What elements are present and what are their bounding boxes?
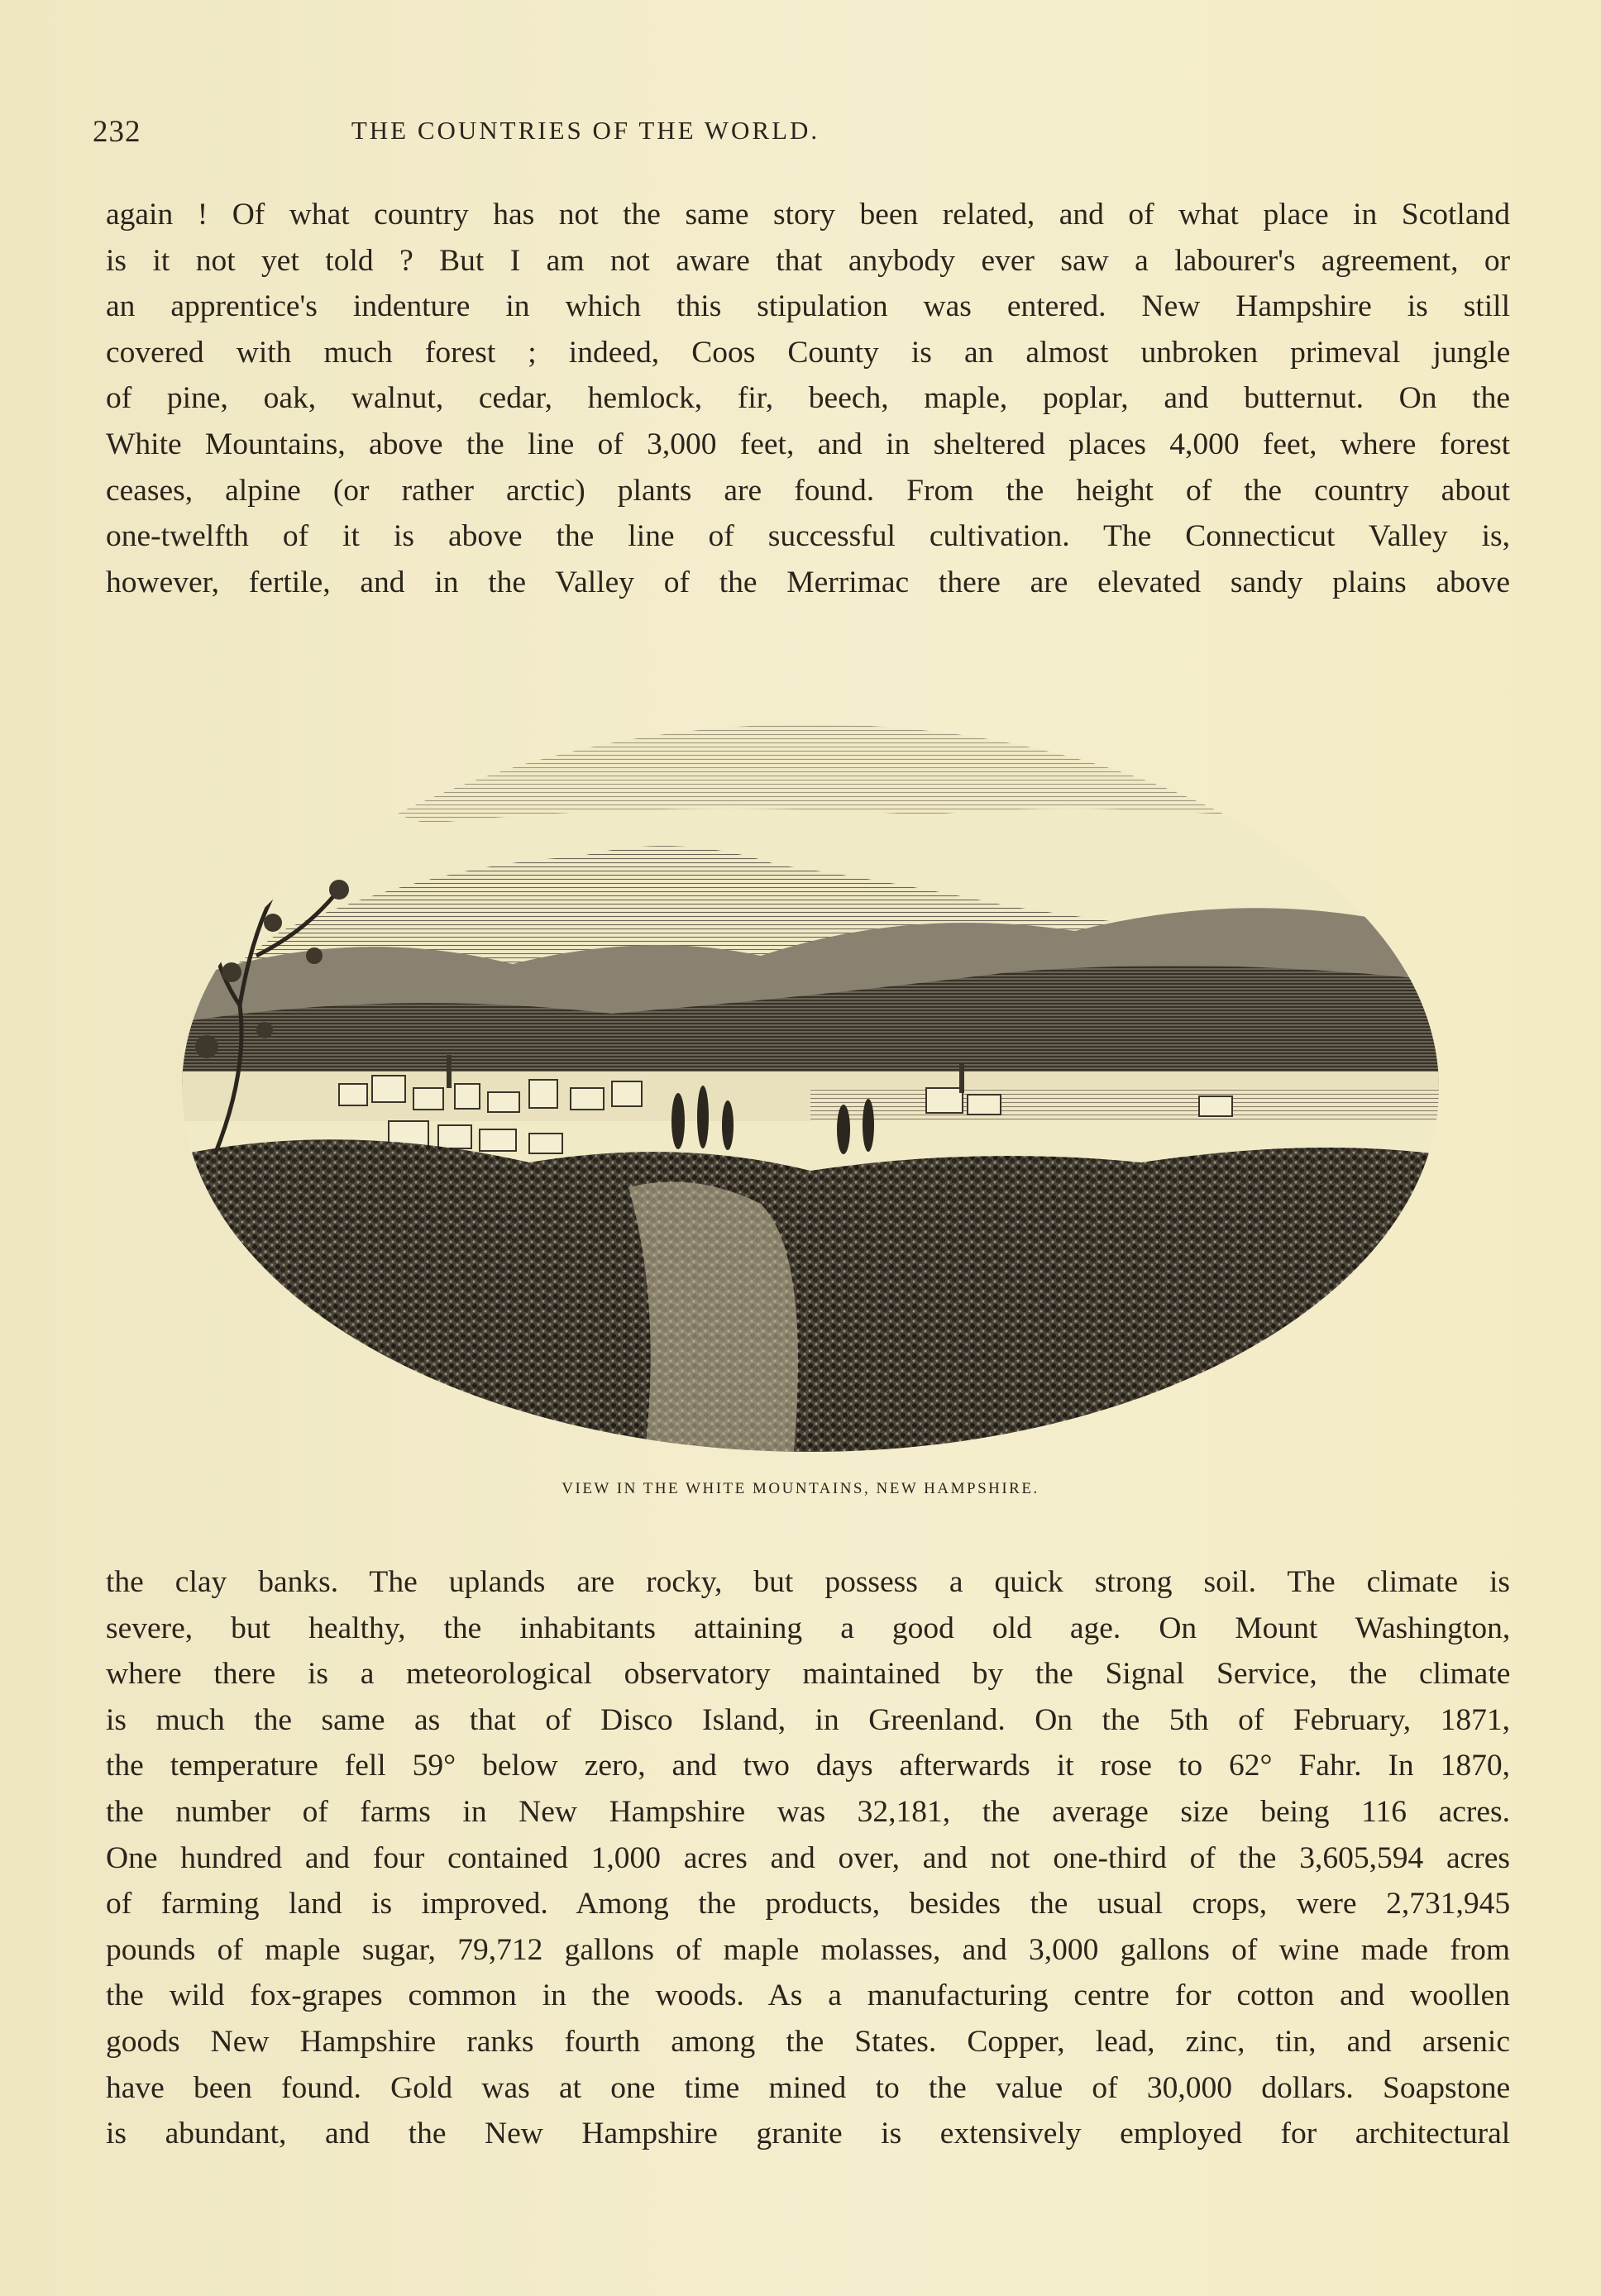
text-line: again ! Of what country has not the same story been related, and of what place in Scotland <box>106 198 1510 232</box>
figure-caption: VIEW IN THE WHITE MOUNTAINS, NEW HAMPSHIRE. <box>562 1480 1039 1497</box>
text-line: an apprentice's indenture in which this stipulation was entered. New Hampshire is still <box>106 289 1510 324</box>
text-line: ceases, alpine (or rather arctic) plants are found. From the height of the country about <box>106 473 1510 508</box>
text-line: the clay banks. The uplands are rocky, but possess a quick strong soil. The climate is <box>106 1565 1510 1599</box>
text-line: where there is a meteorological observatory maintained by the Signal Service, the climate <box>106 1657 1511 1692</box>
text-line: one-twelfth of it is above the line of successful cultivation. The Connecticut Valley is, <box>106 519 1510 554</box>
text-line: covered with much forest ; indeed, Coos County is an almost unbroken primeval jungle <box>106 335 1511 370</box>
paragraph-bottom <box>106 1559 1510 2157</box>
text-line: of farming land is improved. Among the products, besides the usual crops, were 2,731,945 <box>106 1887 1511 1921</box>
running-title: THE COUNTRIES OF THE WORLD. <box>351 116 820 145</box>
text-line: One hundred and four contained 1,000 acres and over, and not one-third of the 3,605,594 acres <box>106 1840 1510 1875</box>
text-line: the temperature fell 59° below zero, and two days afterwards it rose to 62° Fahr. In 1870, <box>106 1749 1510 1783</box>
text-line: is it not yet told ? But I am not aware that anybody ever saw a labourer's agreement, or <box>106 243 1511 278</box>
paragraph-top <box>106 192 1510 605</box>
text-line: severe, but healthy, the inhabitants attaining a good old age. On Mount Washington, <box>106 1611 1511 1645</box>
page-number: 232 <box>93 115 141 149</box>
page-header <box>93 114 1078 147</box>
text-line: have been found. Gold was at one time mined to the value of 30,000 dollars. Soapstone <box>106 2070 1511 2105</box>
text-line: of pine, oak, walnut, cedar, hemlock, fir, beech, maple, poplar, and butternut. On the <box>106 381 1510 416</box>
text-line: however, fertile, and in the Valley of the Merrimac there are elevated sandy plains above <box>106 565 1510 599</box>
text-line: the wild fox-grapes common in the woods. As a manufacturing centre for cotton and woollen <box>106 1979 1510 2013</box>
text-line: is much the same as that of Disco Island, in Greenland. On the 5th of February, 1871, <box>106 1702 1510 1737</box>
text-line: pounds of maple sugar, 79,712 gallons of maple molasses, and 3,000 gallons of wine made from <box>106 1932 1511 1967</box>
text-line: is abundant, and the New Hampshire granite is extensively employed for architectural <box>106 2117 1511 2151</box>
text-line: White Mountains, above the line of 3,000 feet, and in sheltered places 4,000 feet, where forest <box>106 427 1511 461</box>
engraving-image <box>182 658 1439 1452</box>
text-line: goods New Hampshire ranks fourth among the States. Copper, lead, zinc, tin, and arsenic <box>106 2024 1510 2059</box>
engraving-illustration <box>182 658 1439 1452</box>
text-line: the number of farms in New Hampshire was 32,181, the average size being 116 acres. <box>106 1794 1510 1829</box>
